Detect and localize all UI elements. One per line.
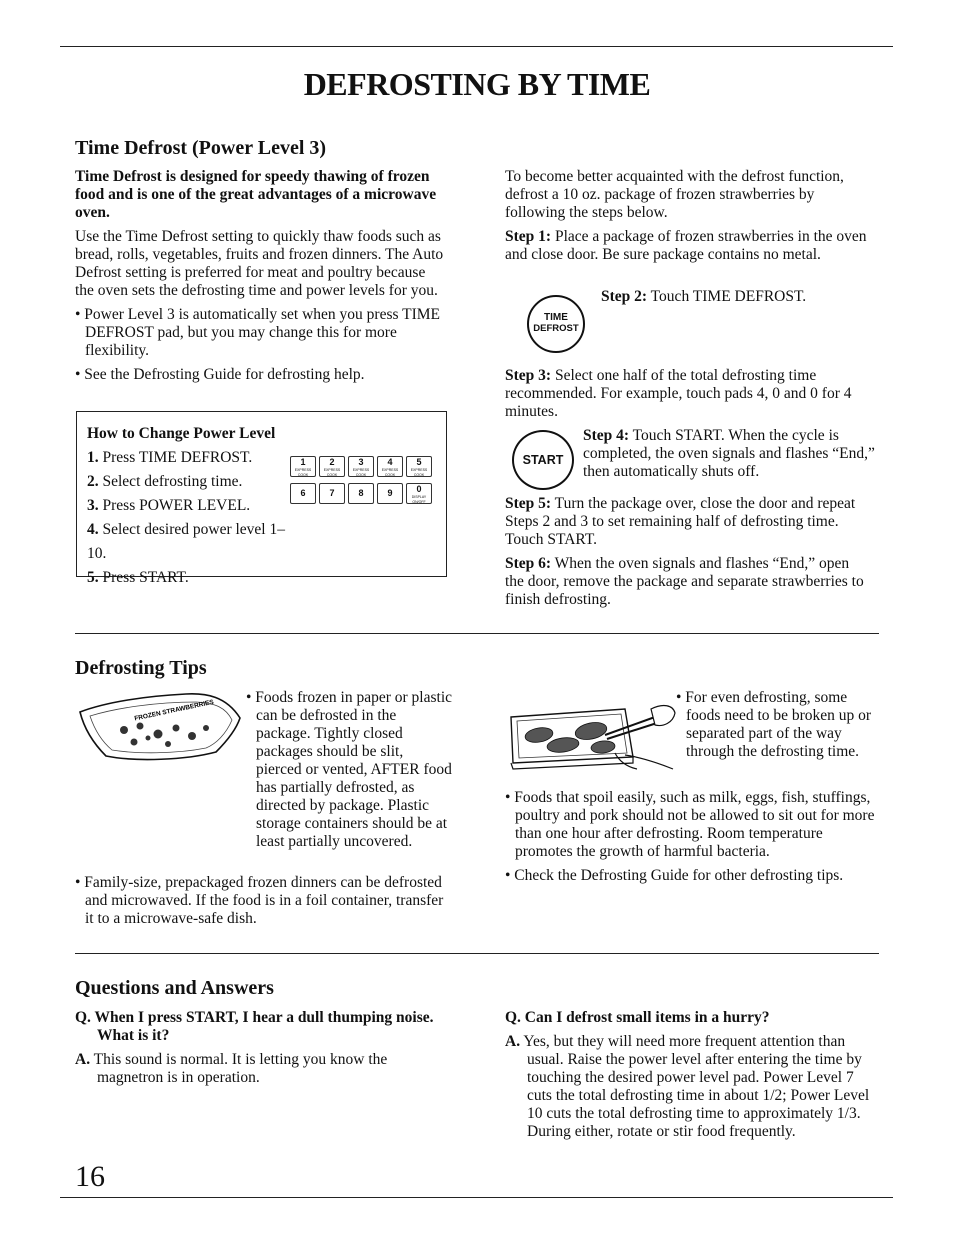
power-level-box (76, 411, 447, 586)
keypad-key-9: 9 (377, 483, 403, 504)
answer-1: A. This sound is normal. It is letting you know the magnetron is in operation. (75, 1051, 388, 1086)
frozen-strawberries-bag-illustration (76, 690, 244, 764)
box-step-2: 2. Select defrosting time. (87, 473, 243, 490)
keypad-key-3: 3 EXPRESS COOK (348, 456, 374, 477)
box-step-1: 1. Press TIME DEFROST. (87, 449, 253, 466)
qa-left-column (75, 1009, 440, 1093)
keypad-key-8: 8 (348, 483, 374, 504)
time-defrost-left-column (75, 168, 445, 390)
section-heading-defrosting-tips: Defrosting Tips (75, 657, 207, 679)
intro-bold: Time Defrost is designed for speedy thawing of frozen food and is one of the great advantages of a microwave oven. (75, 168, 437, 221)
step-1: Step 1: Place a package of frozen strawberries in the oven and close door. Be sure package contains no metal. (505, 228, 867, 263)
page-number: 16 (75, 1160, 105, 1193)
intro-paragraph: Use the Time Defrost setting to quickly thaw foods such as bread, rolls, vegetables, fruits and frozen dinners. The Auto Defrost setting is preferred for meat and poultry because the oven sets the defrosting time and power levels for you. (75, 228, 444, 299)
box-step-5: 5. Press START. (87, 569, 189, 586)
question-2: Q. Can I defrost small items in a hurry? (505, 1009, 770, 1026)
section-heading-time-defrost: Time Defrost (Power Level 3) (75, 137, 327, 159)
step-2: Step 2: Touch TIME DEFROST. (601, 288, 807, 305)
tip-frozen-packages: • Foods frozen in paper or plastic can be defrosted in the package. Tightly closed packages should be slit, pierced or vented, AFTER food has partially defrosted, as directed by package. Plastic storage containers should be at least partially uncovered. (246, 689, 453, 850)
time-defrost-right-column (505, 168, 875, 270)
keypad-key-0: 0 DISPLAY ON/OFF (406, 483, 432, 504)
step-4: Step 4: Touch START. When the cycle is completed, the oven signals and flashes “End,” then automatically shuts off. (583, 427, 875, 480)
tip-check-guide: • Check the Defrosting Guide for other defrosting tips. (505, 867, 844, 884)
breaking-up-food-illustration (505, 695, 677, 775)
box-step-4: 4. Select desired power level 1–10. (87, 521, 285, 562)
section-heading-qa: Questions and Answers (75, 977, 274, 999)
keypad-key-7: 7 (319, 483, 345, 504)
bag-label: FROZEN STRAWBERRIES (133, 698, 215, 723)
bottom-rule (60, 1197, 893, 1198)
start-button-icon: START (512, 430, 574, 490)
answer-2: A. Yes, but they will need more frequent attention than usual. Raise the power level after entering the time by touching the desired power level pad. Power Level 7 cuts the total defrosting time in about 1/2; Power Level 10 cuts the total defrosting time to approximately 1/3. During either, rotate or stir food frequently. (505, 1033, 870, 1140)
bullet-power-level: • Power Level 3 is automatically set when you press TIME DEFROST pad, but you may change this for more flexibility. (75, 306, 441, 359)
number-keypad (290, 456, 440, 506)
step-3: Step 3: Select one half of the total defrosting time recommended. For example, touch pads 4, 0 and 0 for 4 minutes. (505, 367, 852, 420)
qa-right-column (505, 1009, 880, 1147)
box-heading: How to Change Power Level (87, 425, 276, 442)
tips-right-bottom (505, 789, 883, 891)
section-rule-2 (75, 953, 879, 954)
right-intro: To become better acquainted with the defrost function, defrost a 10 oz. package of frozen strawberries by following the steps below. (505, 168, 844, 221)
tip-food-spoilage: • Foods that spoil easily, such as milk, eggs, fish, stuffings, poultry and pork should not be allowed to sit out for more than one hour after defrosting. Room temperature promotes the growth of harmful bacteria. (505, 789, 875, 860)
keypad-key-1: 1 EXPRESS COOK (290, 456, 316, 477)
question-1: Q. When I press START, I hear a dull thumping noise. What is it? (75, 1009, 434, 1044)
tip-family-size: • Family-size, prepackaged frozen dinners can be defrosted and microwaved. If the food is in a foil container, transfer it to a microwave-safe dish. (75, 874, 444, 927)
keypad-key-2: 2 EXPRESS COOK (319, 456, 345, 477)
keypad-key-5: 5 EXPRESS COOK (406, 456, 432, 477)
keypad-key-4: 4 EXPRESS COOK (377, 456, 403, 477)
step-5: Step 5: Turn the package over, close the door and repeat Steps 2 and 3 to set remaining half of defrosting time. Touch START. (505, 495, 856, 548)
tip-even-defrosting: • For even defrosting, some foods need to be broken up or separated part of the way through the defrosting time. (676, 689, 872, 760)
right-steps-5-6 (505, 495, 870, 615)
step-6: Step 6: When the oven signals and flashes “End,” open the door, remove the package and separate strawberries to finish defrosting. (505, 555, 864, 608)
time-defrost-button-icon: TIME DEFROST (527, 295, 585, 353)
box-step-3: 3. Press POWER LEVEL. (87, 497, 251, 514)
section-rule-1 (75, 633, 879, 634)
top-rule (60, 46, 893, 47)
page-title: DEFROSTING BY TIME (303, 66, 651, 102)
bullet-see-guide: • See the Defrosting Guide for defrosting help. (75, 366, 365, 383)
keypad-key-6: 6 (290, 483, 316, 504)
